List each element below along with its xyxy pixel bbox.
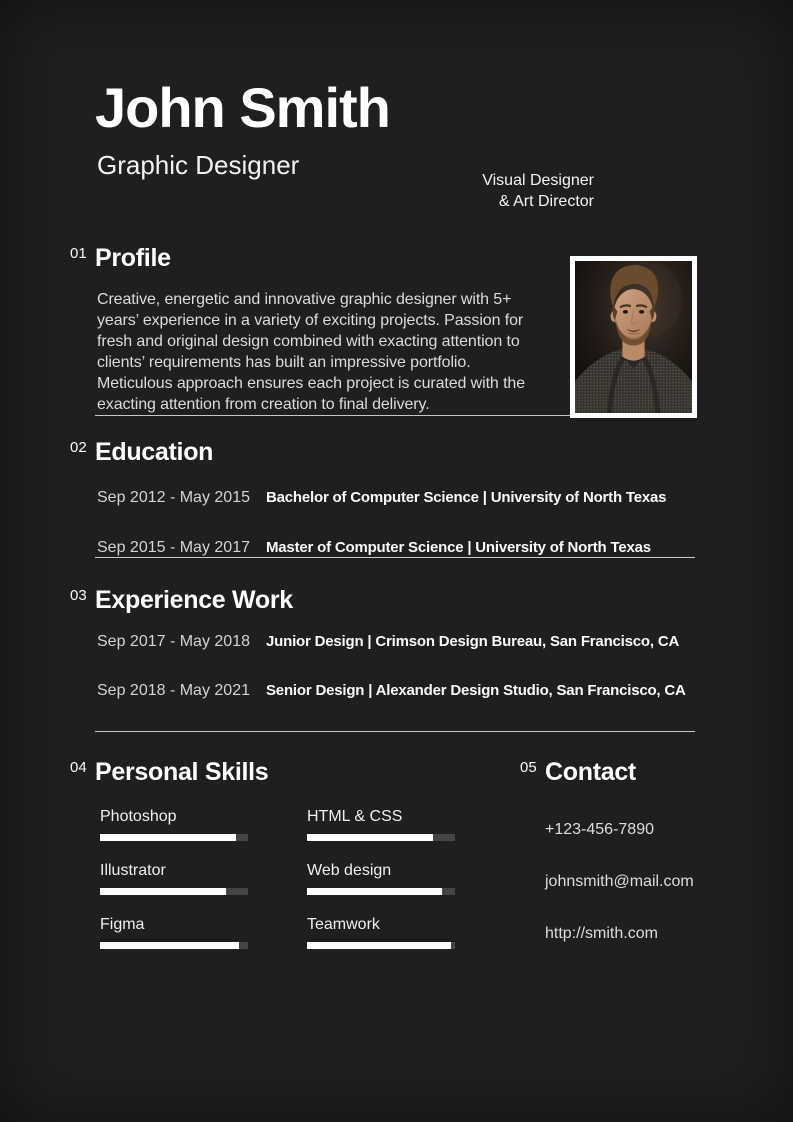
skill-label: HTML & CSS xyxy=(307,808,403,825)
header-name: John Smith xyxy=(95,76,390,139)
skill-label: Illustrator xyxy=(100,862,166,879)
education-number: 02 xyxy=(70,439,87,456)
row-dates: Sep 2017 - May 2018 xyxy=(97,633,250,650)
skill-item xyxy=(100,808,248,841)
header-title: Graphic Designer xyxy=(97,150,300,180)
row-dates: Sep 2018 - May 2021 xyxy=(97,682,250,699)
profile-heading-text: Profile xyxy=(95,244,171,272)
profile-number: 01 xyxy=(70,245,87,262)
row-detail: Bachelor of Computer Science | University of North Texas xyxy=(266,489,667,506)
skill-item xyxy=(307,916,455,949)
divider xyxy=(95,731,695,732)
skill-bar-fill xyxy=(100,834,236,841)
row-detail: Master of Computer Science | University of North Texas xyxy=(266,539,651,556)
skill-bar-track xyxy=(100,942,248,949)
contact-email[interactable]: johnsmith@mail.com xyxy=(545,873,694,890)
profile-photo xyxy=(570,256,697,418)
skill-item xyxy=(100,862,248,895)
skills-column-left xyxy=(100,808,248,970)
skill-bar-track xyxy=(307,888,455,895)
section-skills xyxy=(70,758,455,977)
skill-bar-fill xyxy=(307,834,433,841)
skill-item xyxy=(307,862,455,895)
portrait-illustration xyxy=(575,261,692,413)
tagline-line-2: & Art Director xyxy=(498,193,594,210)
experience-rows xyxy=(95,633,695,700)
skill-bar-fill xyxy=(100,888,226,895)
tagline-line-1: Visual Designer xyxy=(482,172,594,189)
skills-heading-text: Personal Skills xyxy=(95,758,269,786)
education-row xyxy=(97,489,695,507)
skill-bar-track xyxy=(100,834,248,841)
row-detail: Junior Design | Crimson Design Bureau, San Francisco, CA xyxy=(266,633,680,650)
skill-bar-fill xyxy=(307,888,442,895)
profile-body-text: Creative, energetic and innovative graphic designer with 5+ years’ experience in a variety of exciting projects. Passion for fresh and original design combined with exacting attention to clients’ requirements has built an impressive portfolio. Meticulous approach ensures each project is curated with the exacting attention from creation to final delivery. xyxy=(97,291,526,413)
section-education xyxy=(70,438,695,557)
experience-number: 03 xyxy=(70,587,87,604)
education-heading xyxy=(70,438,695,467)
education-heading-text: Education xyxy=(95,438,214,466)
skills-number: 04 xyxy=(70,759,87,776)
section-contact xyxy=(520,758,695,977)
skill-bar-track xyxy=(307,942,455,949)
contact-heading xyxy=(520,758,695,787)
row-dates: Sep 2012 - May 2015 xyxy=(97,489,250,506)
skill-item xyxy=(307,808,455,841)
skill-label: Figma xyxy=(100,916,145,933)
skill-item xyxy=(100,916,248,949)
contact-phone[interactable]: +123-456-7890 xyxy=(545,821,654,838)
skill-label: Photoshop xyxy=(100,808,177,825)
contact-number: 05 xyxy=(520,759,537,776)
education-rows xyxy=(95,489,695,557)
skill-bar-fill xyxy=(307,942,451,949)
skills-column-right xyxy=(307,808,455,970)
skill-label: Teamwork xyxy=(307,916,380,933)
section-experience xyxy=(70,586,695,700)
contact-heading-text: Contact xyxy=(545,758,636,786)
experience-row xyxy=(97,633,695,651)
skills-grid xyxy=(100,808,455,970)
row-dates: Sep 2015 - May 2017 xyxy=(97,539,250,556)
experience-row xyxy=(97,682,695,700)
education-row xyxy=(97,539,695,557)
resume-content xyxy=(70,0,695,977)
skills-heading xyxy=(70,758,455,787)
skill-bar-fill xyxy=(100,942,239,949)
bottom-columns xyxy=(70,758,695,977)
contact-website[interactable]: http://smith.com xyxy=(545,925,658,942)
experience-heading-text: Experience Work xyxy=(95,586,293,614)
skill-label: Web design xyxy=(307,862,392,879)
skill-bar-track xyxy=(100,888,248,895)
row-detail: Senior Design | Alexander Design Studio, San Francisco, CA xyxy=(266,682,686,699)
header-tagline xyxy=(482,170,594,212)
divider xyxy=(95,557,695,558)
skill-bar-track xyxy=(307,834,455,841)
experience-heading xyxy=(70,586,695,615)
contact-list xyxy=(545,821,695,943)
